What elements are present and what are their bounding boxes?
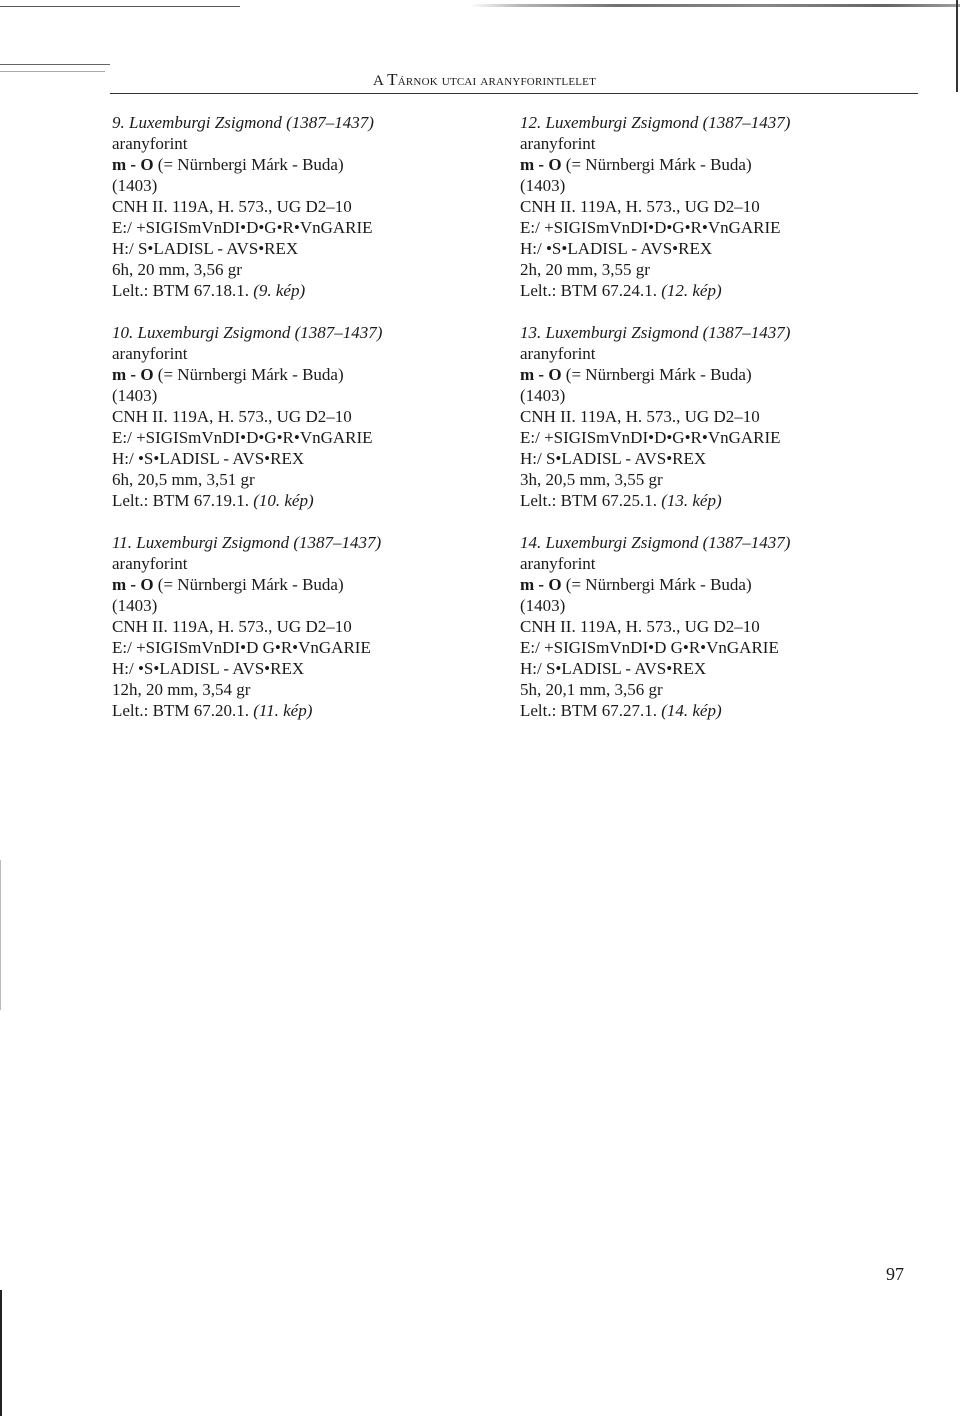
year: (1403) xyxy=(520,176,566,195)
coin-type: aranyforint xyxy=(520,344,596,363)
inventory-line: Lelt.: BTM 67.27.1. (14. kép) xyxy=(520,701,722,720)
reverse-legend: H:/ S•LADISL - AVS•REX xyxy=(520,659,707,678)
reverse-legend: H:/ S•LADISL - AVS•REX xyxy=(520,449,707,468)
coin-type: aranyforint xyxy=(112,344,188,363)
year: (1403) xyxy=(112,176,158,195)
reference: CNH II. 119A, H. 573., UG D2–10 xyxy=(112,197,352,216)
obverse-legend: E:/ +SIGISmVnDI•D•G•R•VnGARIE xyxy=(520,218,781,237)
year: (1403) xyxy=(112,596,158,615)
scan-artifact-band xyxy=(470,4,960,7)
catalog-entry-12 xyxy=(520,112,790,301)
catalog-entry-10 xyxy=(112,322,382,511)
obverse-legend: E:/ +SIGISmVnDI•D•G•R•VnGARIE xyxy=(112,218,373,237)
reverse-legend: H:/ •S•LADISL - AVS•REX xyxy=(112,659,305,678)
measurements: 6h, 20 mm, 3,56 gr xyxy=(112,260,242,279)
running-header xyxy=(373,70,596,90)
reference: CNH II. 119A, H. 573., UG D2–10 xyxy=(520,197,760,216)
obverse-legend: E:/ +SIGISmVnDI•D G•R•VnGARIE xyxy=(520,638,779,657)
measurements: 2h, 20 mm, 3,55 gr xyxy=(520,260,650,279)
mint-line: m - O (= Nürnbergi Márk - Buda) xyxy=(520,155,752,174)
scan-edge xyxy=(956,0,958,92)
inventory-line: Lelt.: BTM 67.25.1. (13. kép) xyxy=(520,491,722,510)
obverse-legend: E:/ +SIGISmVnDI•D G•R•VnGARIE xyxy=(112,638,371,657)
year: (1403) xyxy=(112,386,158,405)
obverse-legend: E:/ +SIGISmVnDI•D•G•R•VnGARIE xyxy=(112,428,373,447)
reference: CNH II. 119A, H. 573., UG D2–10 xyxy=(520,617,760,636)
scan-artifact-line xyxy=(0,71,105,72)
measurements: 3h, 20,5 mm, 3,55 gr xyxy=(520,470,663,489)
coin-type: aranyforint xyxy=(520,134,596,153)
measurements: 5h, 20,1 mm, 3,56 gr xyxy=(520,680,663,699)
entry-title: 10. Luxemburgi Zsigmond (1387–1437) xyxy=(112,323,383,342)
reverse-legend: H:/ •S•LADISL - AVS•REX xyxy=(112,449,305,468)
scan-edge xyxy=(0,860,1,1010)
mint-line: m - O (= Nürnbergi Márk - Buda) xyxy=(112,365,344,384)
reverse-legend: H:/ •S•LADISL - AVS•REX xyxy=(520,239,713,258)
obverse-legend: E:/ +SIGISmVnDI•D•G•R•VnGARIE xyxy=(520,428,781,447)
scan-edge xyxy=(0,1290,2,1416)
mint-line: m - O (= Nürnbergi Márk - Buda) xyxy=(112,575,344,594)
reverse-legend: H:/ S•LADISL - AVS•REX xyxy=(112,239,299,258)
header-rule xyxy=(110,93,918,94)
inventory-line: Lelt.: BTM 67.24.1. (12. kép) xyxy=(520,281,722,300)
header-prefix: A xyxy=(373,73,388,89)
catalog-entry-11 xyxy=(112,532,381,721)
inventory-line: Lelt.: BTM 67.20.1. (11. kép) xyxy=(112,701,313,720)
inventory-line: Lelt.: BTM 67.19.1. (10. kép) xyxy=(112,491,314,510)
mint-line: m - O (= Nürnbergi Márk - Buda) xyxy=(112,155,344,174)
catalog-entry-14 xyxy=(520,532,790,721)
header-rest: árnok utcai aranyforintlelet xyxy=(397,73,597,89)
page-number: 97 xyxy=(886,1264,904,1284)
mint-line: m - O (= Nürnbergi Márk - Buda) xyxy=(520,575,752,594)
reference: CNH II. 119A, H. 573., UG D2–10 xyxy=(112,407,352,426)
coin-type: aranyforint xyxy=(112,554,188,573)
coin-type: aranyforint xyxy=(520,554,596,573)
entry-title: 9. Luxemburgi Zsigmond (1387–1437) xyxy=(112,113,374,132)
mint-line: m - O (= Nürnbergi Márk - Buda) xyxy=(520,365,752,384)
scan-artifact-line xyxy=(0,64,110,65)
measurements: 6h, 20,5 mm, 3,51 gr xyxy=(112,470,255,489)
catalog-entry-9 xyxy=(112,112,374,301)
reference: CNH II. 119A, H. 573., UG D2–10 xyxy=(112,617,352,636)
reference: CNH II. 119A, H. 573., UG D2–10 xyxy=(520,407,760,426)
entry-title: 11. Luxemburgi Zsigmond (1387–1437) xyxy=(112,533,382,552)
year: (1403) xyxy=(520,596,566,615)
entry-title: 14. Luxemburgi Zsigmond (1387–1437) xyxy=(520,533,791,552)
inventory-line: Lelt.: BTM 67.18.1. (9. kép) xyxy=(112,281,306,300)
coin-type: aranyforint xyxy=(112,134,188,153)
catalog-entry-13 xyxy=(520,322,790,511)
scan-artifact-line xyxy=(0,6,240,7)
year: (1403) xyxy=(520,386,566,405)
entry-title: 13. Luxemburgi Zsigmond (1387–1437) xyxy=(520,323,791,342)
measurements: 12h, 20 mm, 3,54 gr xyxy=(112,680,251,699)
header-cap: T xyxy=(387,70,398,89)
entry-title: 12. Luxemburgi Zsigmond (1387–1437) xyxy=(520,113,791,132)
